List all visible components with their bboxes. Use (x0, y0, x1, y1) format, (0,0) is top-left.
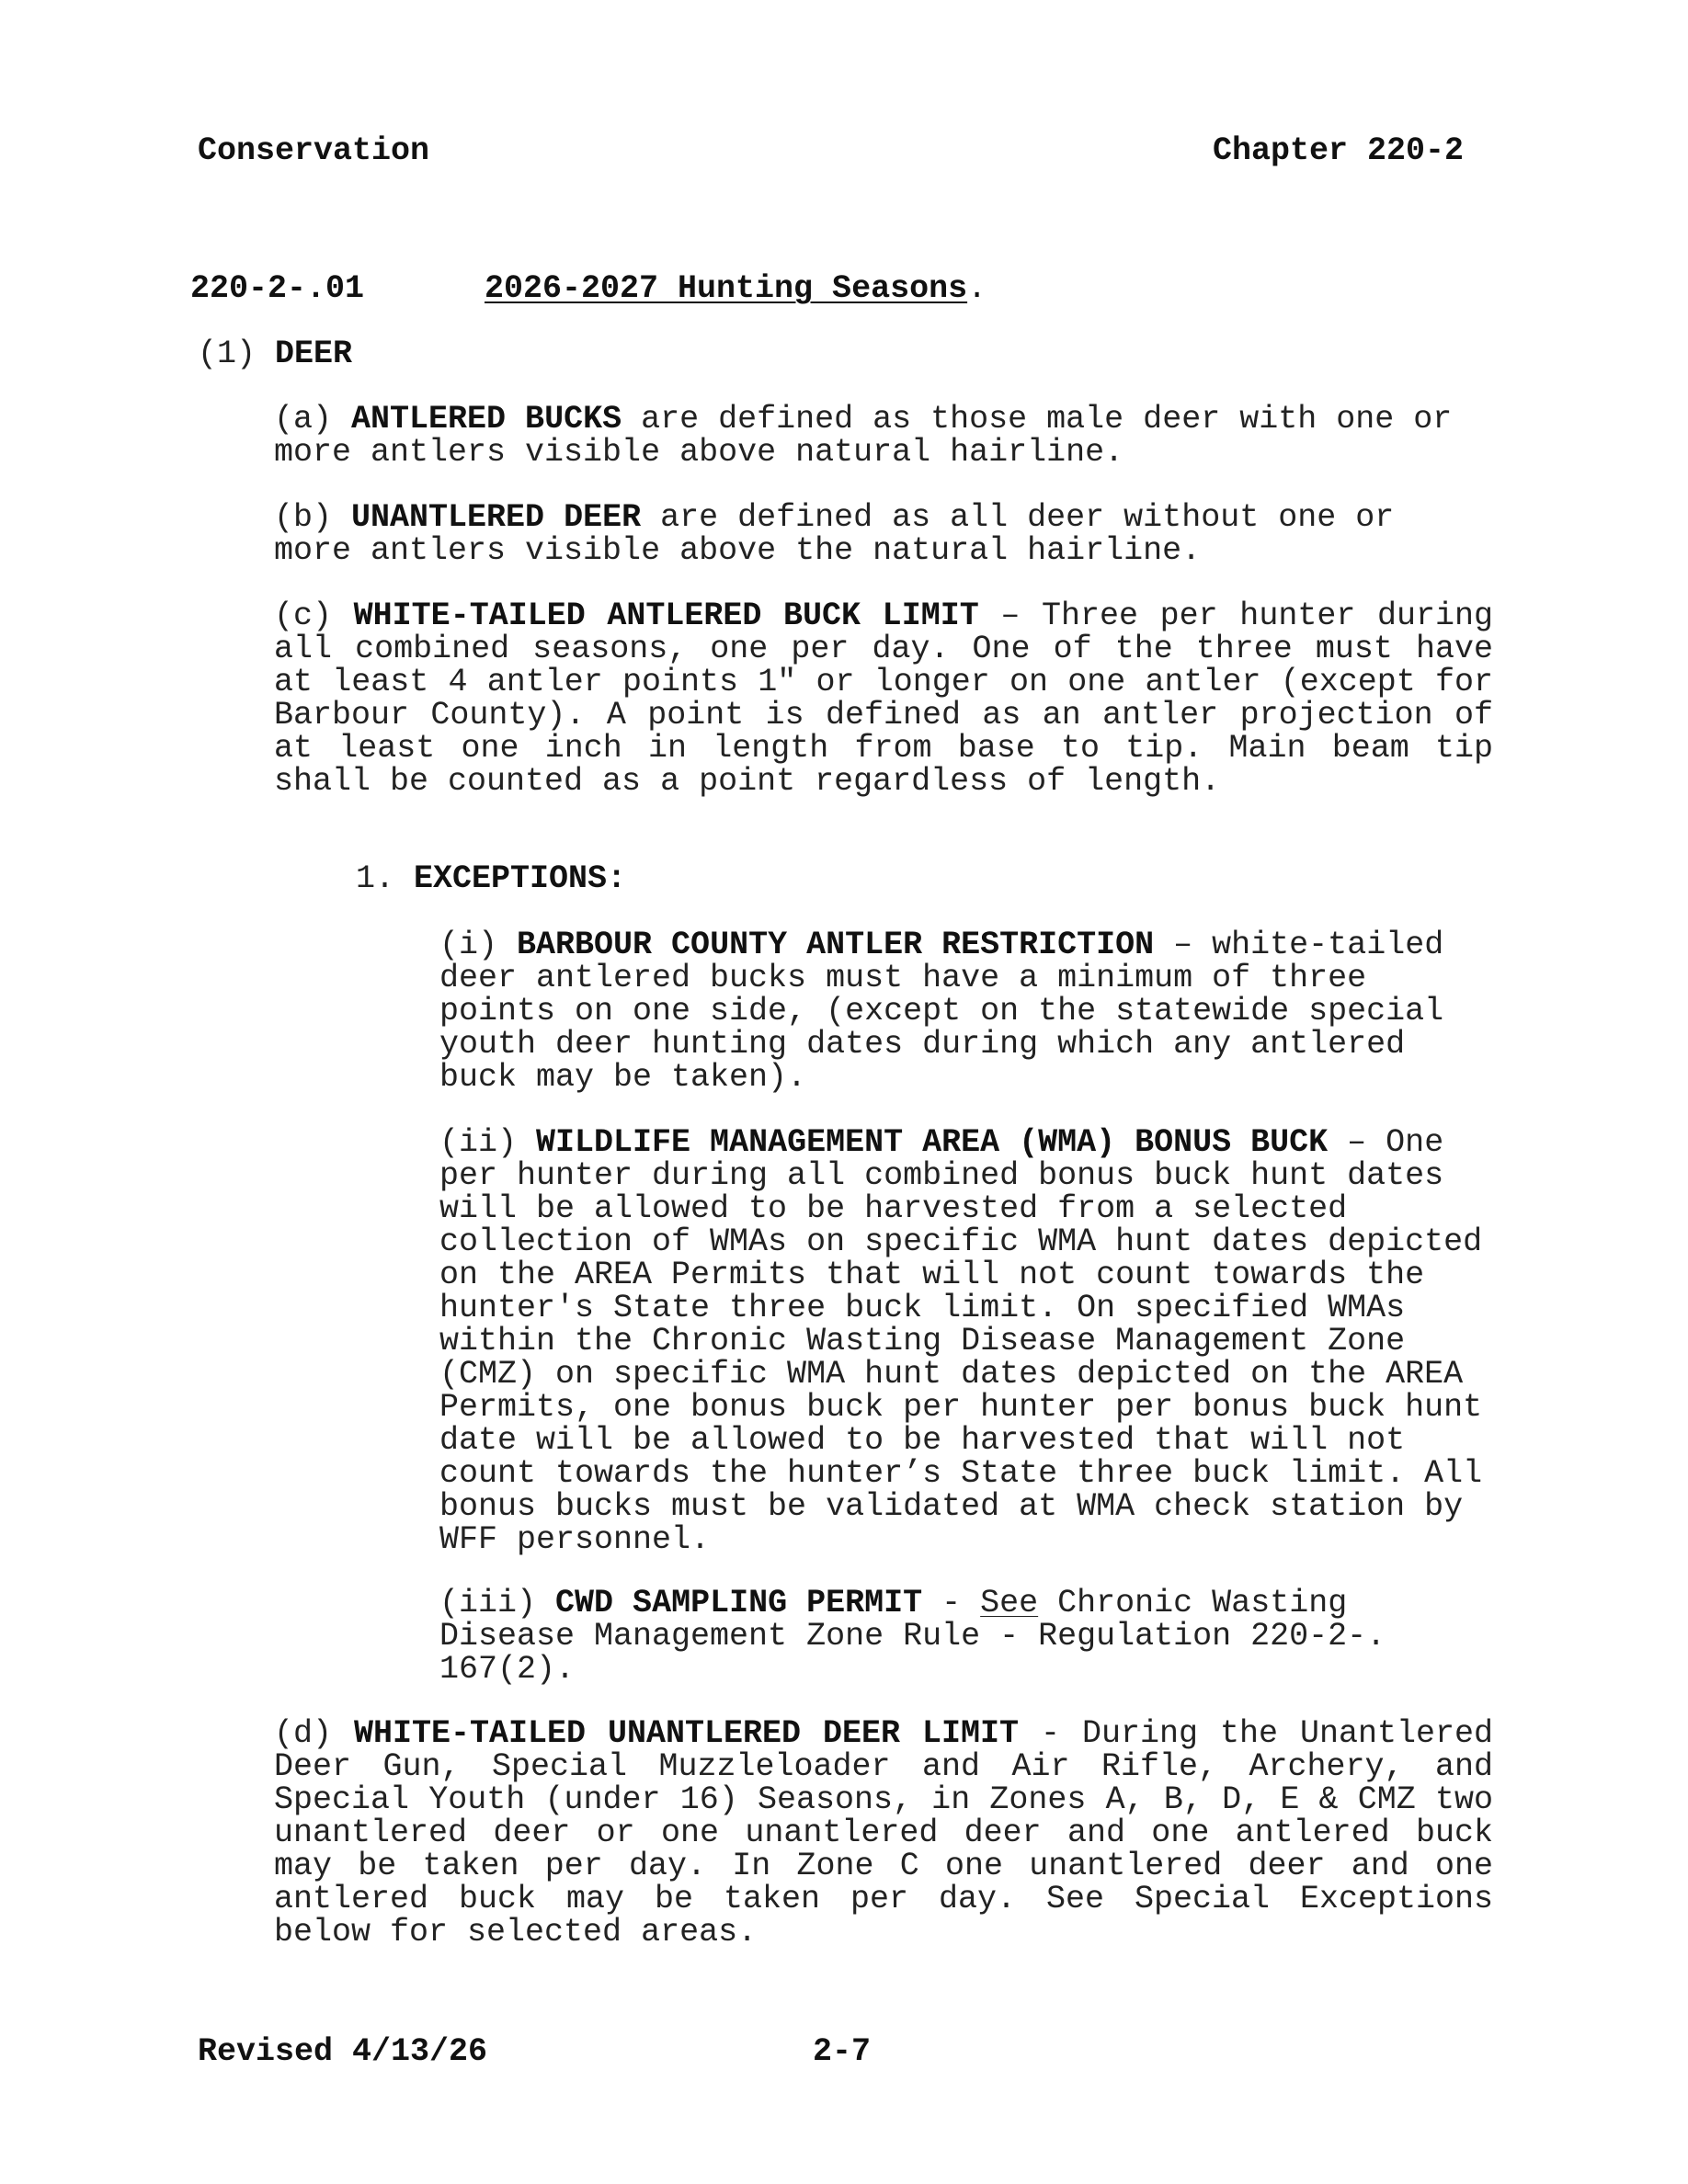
paragraph-c-label: (c) (274, 597, 333, 634)
exception-ii-label: (ii) (439, 1124, 518, 1161)
exception-iii (439, 1587, 1469, 1686)
paragraph-a-label: (a) (274, 401, 333, 438)
exceptions-title: EXCEPTIONS: (414, 860, 627, 897)
section-1-heading (198, 337, 352, 370)
paragraph-d (274, 1717, 1493, 1949)
exceptions-label: 1. (356, 860, 395, 897)
paragraph-d-term: WHITE-TAILED UNANTLERED DEER LIMIT (354, 1715, 1020, 1752)
rule-title (485, 272, 987, 305)
exception-i-label: (i) (439, 927, 498, 963)
section-1-title: DEER (275, 336, 353, 372)
paragraph-c (274, 599, 1493, 798)
paragraph-b-term: UNANTLERED DEER (351, 499, 642, 536)
section-1-label: (1) (198, 336, 257, 372)
paragraph-d-text: - During the Unantlered Deer Gun, Special Muzzleloader and Air Rifle, Archery, and Special Youth (under 16) Seasons, in Zones A, B, D, E & CMZ two unantlered deer or one unantlered deer and one antlered buck may be taken per day. In Zone C one unantlered deer and one antlered buck may be taken per day. See Special Exceptions below for selected areas. (274, 1715, 1493, 1951)
paragraph-d-label: (d) (274, 1715, 333, 1752)
paragraph-c-text: – Three per hunter during all combined seasons, one per day. One of the three must have at least 4 antler points 1" or longer on one antler (except for Barbour County). A point is defined as an antler projection of at least one inch in length from base to tip. Main beam tip shall be counted as a point regardless of length. (274, 597, 1493, 800)
paragraph-c-term: WHITE-TAILED ANTLERED BUCK LIMIT (353, 597, 979, 634)
running-header-left: Conservation (198, 132, 430, 169)
paragraph-b-label: (b) (274, 499, 333, 536)
rule-title-text: 2026-2027 Hunting Seasons (485, 270, 968, 307)
exception-ii-term: WILDLIFE MANAGEMENT AREA (WMA) BONUS BUCK (536, 1124, 1329, 1161)
rule-title-period: . (967, 270, 987, 307)
exception-iii-term: CWD SAMPLING PERMIT (555, 1585, 923, 1621)
exception-iii-see: See (980, 1585, 1039, 1621)
exception-iii-label: (iii) (439, 1585, 537, 1621)
paragraph-a-term: ANTLERED BUCKS (351, 401, 622, 438)
exception-i-text: – white-tailed deer antlered bucks must have a minimum of three points on one side, (except on the statewide special youth deer hunting dates during which any antlered buck may be taken). (439, 927, 1444, 1096)
exception-iii-text: Chronic Wasting Disease Management Zone Rule - Regulation 220-2-. 167(2). (439, 1585, 1386, 1688)
paragraph-a (274, 403, 1469, 469)
footer-revised: Revised 4/13/26 (198, 2033, 488, 2070)
exception-ii (439, 1126, 1488, 1556)
paragraph-b (274, 501, 1469, 567)
exception-ii-text: – One per hunter during all combined bonus buck hunt dates will be allowed to be harvested from a selected collection of WMAs on specific WMA hunt dates depicted on the AREA Permits that will not count towards the hunter's State three buck limit. On specified WMAs within the Chronic Wasting Disease Management Zone (CMZ) on specific WMA hunt dates depicted on the AREA Permits, one bonus buck per hunter per bonus buck hunt date will be allowed to be harvested that will not count towards the hunter’s State three buck limit. All bonus bucks must be validated at WMA check station by WFF personnel. (439, 1124, 1483, 1558)
exception-i-term: BARBOUR COUNTY ANTLER RESTRICTION (517, 927, 1155, 963)
exception-i (439, 928, 1488, 1094)
paragraph-b-text: are defined as all deer without one or more antlers visible above the natural hairline. (274, 499, 1395, 569)
running-header-right: Chapter 220-2 (1213, 132, 1465, 169)
paragraph-a-text: are defined as those male deer with one or more antlers visible above natural hairline. (274, 401, 1453, 471)
exceptions-heading (356, 862, 626, 895)
footer-page-number: 2-7 (813, 2033, 872, 2070)
rule-number: 220-2-.01 (190, 270, 365, 307)
exception-iii-dash: - (922, 1585, 981, 1621)
